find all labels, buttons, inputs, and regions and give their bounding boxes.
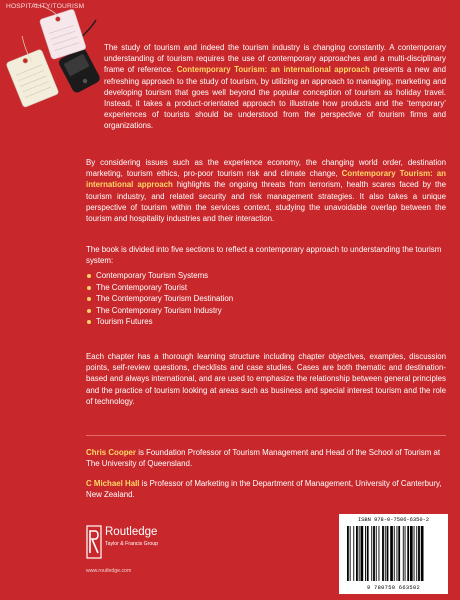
author-name: Chris Cooper bbox=[86, 448, 136, 457]
issues-text-b: highlights the ongoing threats from terrorism, health scares faced by the tourism industry, and related security and risk management strategies. It also takes a unique perspective of tourism within the services context, studying the unavoidable overlap between the tourism and hospitality industries and their interaction. bbox=[86, 180, 446, 224]
sections-intro: The book is divided into five sections to reflect a contemporary approach to understanding the tourism system: bbox=[86, 245, 442, 266]
list-item: The Contemporary Tourist bbox=[86, 282, 233, 294]
barcode-bar bbox=[416, 526, 417, 581]
barcode-bar bbox=[367, 526, 369, 581]
structure-paragraph: Each chapter has a thorough learning structure including chapter objectives, examples, discussion points, self-review questions, checklists and case studies. Cases are both thematic and destination-based and always international, and are used to emphasize the relationship between general principles and the practice of tourism looking at areas such as business and special interest tourism and the role of technology. bbox=[86, 352, 446, 406]
barcode-bar bbox=[405, 526, 406, 581]
sections-list bbox=[86, 270, 233, 328]
barcode-bar bbox=[390, 526, 393, 581]
author-bio-hall bbox=[86, 478, 446, 500]
issues-text-a: By considering issues such as the experience economy, the changing world order, destination marketing, tourism ethics, pro-poor tourism risk and climate change, bbox=[86, 158, 446, 179]
issues-paragraph bbox=[86, 157, 446, 224]
barcode-bar bbox=[376, 526, 377, 581]
divider bbox=[86, 435, 446, 436]
barcode-bar bbox=[397, 526, 398, 581]
intro-paragraph bbox=[104, 42, 446, 132]
list-item: Contemporary Tourism Systems bbox=[86, 270, 233, 282]
author-bio-text: is Foundation Professor of Tourism Management and Head of the School of Tourism at The University of Queensland. bbox=[86, 448, 441, 469]
barcode-bar bbox=[387, 526, 389, 581]
intro-text-a: The study of tourism and indeed the tourism industry is changing constantly. A contemporary understanding of tourism requires the use of contemporary approaches and a multi-disciplinary frame of reference. bbox=[104, 43, 446, 75]
barcode-bar bbox=[410, 526, 413, 581]
list-item: Tourism Futures bbox=[86, 316, 233, 328]
barcode-bar bbox=[353, 526, 354, 581]
barcode-bars bbox=[345, 526, 442, 581]
barcode-bar bbox=[347, 526, 349, 581]
barcode-bar bbox=[418, 526, 420, 581]
barcode-digits: 9 780750 663502 bbox=[366, 585, 421, 591]
barcode-bar bbox=[382, 526, 384, 581]
author-bio-cooper bbox=[86, 447, 446, 469]
list-item: The Contemporary Tourism Industry bbox=[86, 305, 233, 317]
barcode-bar bbox=[350, 526, 351, 581]
barcode-bar bbox=[394, 526, 395, 581]
book-title-highlight: Contemporary Tourism: an international approach bbox=[176, 65, 370, 75]
barcode-bar bbox=[359, 526, 360, 581]
publisher-name: Routledge bbox=[105, 526, 158, 538]
publisher-url: www.routledge.com bbox=[86, 568, 132, 574]
barcode-bar bbox=[414, 526, 415, 581]
author-name: C Michael Hall bbox=[86, 479, 140, 488]
category-label: HOSPITALITY/TOURISM bbox=[6, 3, 85, 10]
barcode-bar bbox=[356, 526, 358, 581]
barcode-bar bbox=[379, 526, 380, 581]
book-title-highlight: Contemporary Tourism: an international approach bbox=[86, 169, 446, 190]
list-item: The Contemporary Tourism Destination bbox=[86, 293, 233, 305]
barcode-bar bbox=[398, 526, 400, 581]
intro-text-b: presents a new and refreshing approach to the study of tourism, by utilizing an approach to managing, marketing and developing tourism that goes well beyond the popular conception of tourism as holiday travel. Instead, it takes a product-orientated approach to illustrate how products and the ‘temporary’ experiences of tourists should be understood from the perspective of tourism firms and organizations. bbox=[104, 65, 446, 131]
barcode-bar bbox=[371, 526, 372, 581]
barcode-bar bbox=[385, 526, 386, 581]
routledge-mark-icon bbox=[86, 525, 102, 559]
author-bio-text: is Professor of Marketing in the Department of Management, University of Canterbury, New Zealand. bbox=[86, 479, 442, 500]
barcode-bar bbox=[403, 526, 404, 581]
barcode-bar bbox=[421, 526, 424, 581]
barcode-bar bbox=[407, 526, 409, 581]
isbn-barcode bbox=[339, 514, 448, 594]
barcode-bar bbox=[373, 526, 375, 581]
publisher-subtitle: Taylor & Francis Group bbox=[105, 541, 159, 547]
barcode-bar bbox=[365, 526, 366, 581]
barcode-bar bbox=[361, 526, 364, 581]
isbn-label: ISBN 978-0-7506-6350-2 bbox=[357, 517, 430, 523]
